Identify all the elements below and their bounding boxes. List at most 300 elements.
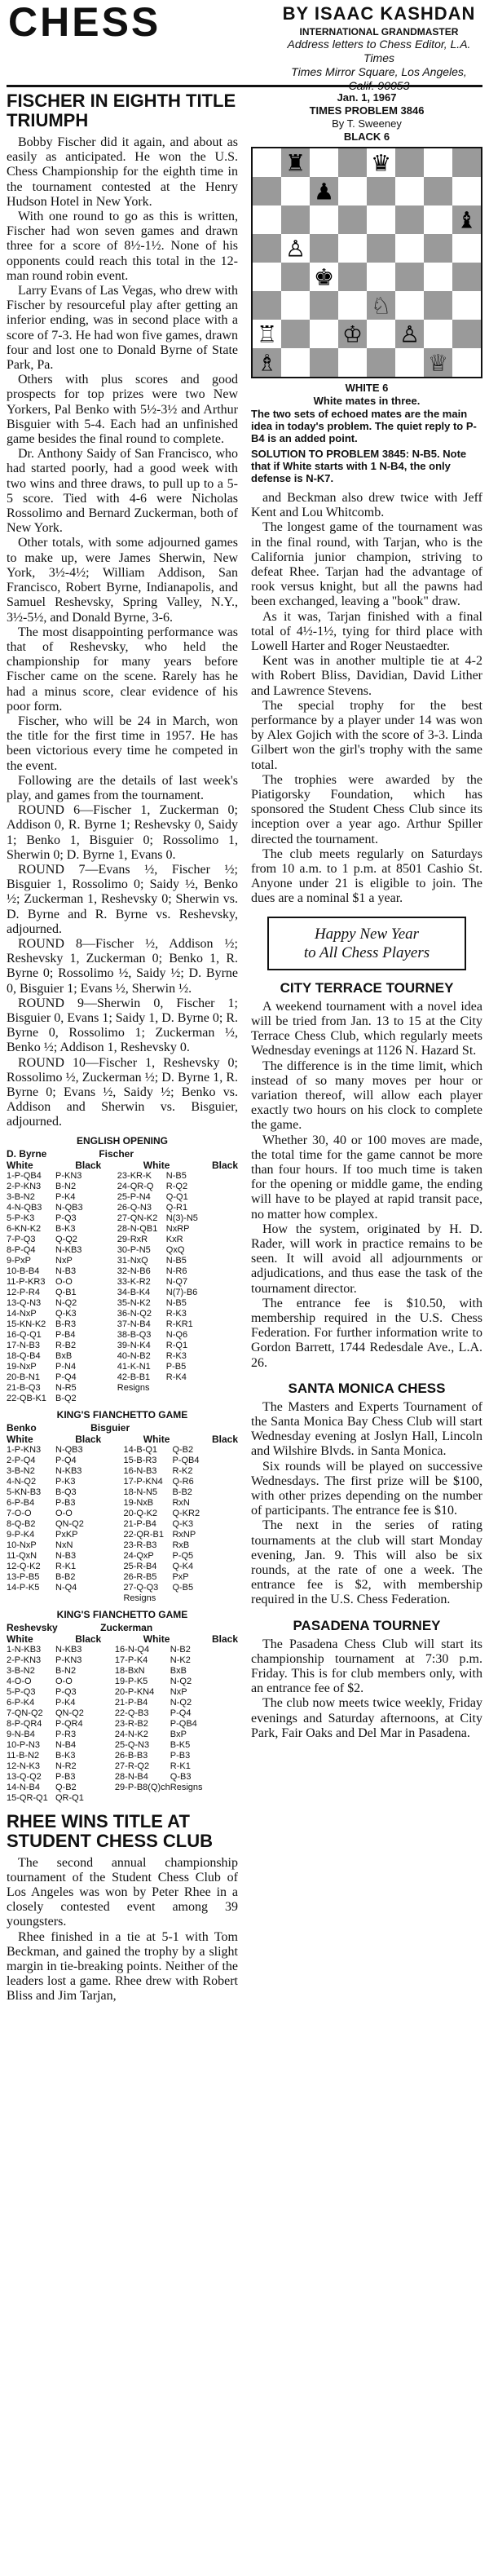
move: 29-RxR	[117, 1234, 148, 1244]
move	[170, 1793, 238, 1804]
move: 20-B-N1	[7, 1372, 40, 1382]
board-square	[281, 348, 310, 377]
move: 12-P-R4	[7, 1287, 40, 1297]
move: P-KN3	[55, 1655, 82, 1665]
move: N-B2	[170, 1644, 191, 1655]
move: 1-P-KN3	[7, 1444, 42, 1455]
article-body	[251, 1637, 482, 1741]
move: N-B3	[55, 1550, 77, 1561]
move: B-Q3	[55, 1487, 77, 1497]
address-line: Times Mirror Square, Los Angeles,	[291, 65, 467, 78]
move: N-K2	[170, 1655, 191, 1665]
paragraph: The special trophy for the best performance by a player under 14 was won by Alex Gojich with the score of 3-3. Linda Gilbert won the girl's trophy with the same total.	[251, 698, 482, 772]
move: 14-NxP	[7, 1308, 37, 1319]
chess-piece: ♖	[256, 320, 278, 348]
move: B-K3	[55, 1750, 76, 1761]
move: P-Q5	[172, 1550, 194, 1561]
white-label: White	[7, 1433, 33, 1445]
move: Q-R1	[165, 1202, 188, 1213]
board-square	[367, 205, 395, 234]
move: 22-QR-B1	[123, 1529, 164, 1540]
game-colors	[7, 1160, 238, 1171]
move-row	[7, 1394, 238, 1404]
board-square	[253, 177, 281, 205]
move: KxR	[165, 1234, 183, 1244]
move: 40-N-B2	[117, 1350, 151, 1361]
move: 21-B-Q3	[7, 1382, 41, 1393]
paragraph: A weekend tournament with a novel idea will be tried from Jan. 13 to 15 at the City Terrace Chess Club, which regularly meets Wednesday evenings at 1126 N. Hazard St.	[251, 999, 482, 1058]
black-label: Black	[75, 1433, 102, 1445]
move-row	[7, 1477, 238, 1487]
move: P-Q3	[55, 1686, 77, 1697]
move: 10-P-N3	[7, 1739, 40, 1750]
move: N-B3	[55, 1266, 77, 1276]
move: 12-Q-K2	[7, 1561, 41, 1571]
move: 24-N-K2	[114, 1729, 148, 1739]
move: 7-O-O	[7, 1508, 32, 1518]
headline: RHEE WINS TITLE AT STUDENT CHESS CLUB	[7, 1810, 214, 1851]
move: 42-B-B1	[117, 1372, 151, 1382]
move: 7-P-Q3	[7, 1234, 36, 1244]
paragraph: Six rounds will be played on successive Wednesdays. The first prize will be $100, with other prizes depending on the number of participants. The entrance fee is $10.	[251, 1459, 482, 1518]
paragraph: The club meets regularly on Saturdays from 10 a.m. to 1 p.m. at 8501 Cashio St. Anyone under 21 is eligible to join. The dues are a nominal $1 a year.	[251, 846, 482, 906]
board-square	[338, 291, 367, 320]
move: 11-P-KR3	[7, 1276, 46, 1287]
move: 24-QR-Q	[117, 1181, 154, 1191]
move	[172, 1593, 238, 1604]
move: 21-P-B4	[123, 1518, 156, 1529]
move: 5-KN-B3	[7, 1487, 42, 1497]
left-column	[7, 91, 238, 2004]
move: R-B2	[55, 1340, 77, 1350]
move: Q-Q1	[165, 1191, 188, 1202]
move: 13-Q-N3	[7, 1297, 42, 1308]
game-players	[7, 1422, 238, 1434]
paragraph: The entrance fee is $10.50, with membership required in the U.S. Chess Federation. For further information write to Gordon Barrett, 1744 Redesdale Ave., L.A. 26.	[251, 1296, 482, 1370]
move: 28-N-QB1	[117, 1223, 158, 1234]
chess-piece: ♔	[341, 320, 363, 348]
move: 26-B-B3	[114, 1750, 148, 1761]
move: 22-Q-B3	[114, 1708, 149, 1718]
move: 23-R-B2	[114, 1718, 148, 1729]
board-square	[281, 263, 310, 291]
paragraph: Rhee finished in a tie at 5-1 with Tom Beckman, and gained the trophy by a slight margin in tie-breaking points. Neither of the leaders lost a game. Rhee drew with Robert Bliss and Jim Tarjan,	[7, 1929, 238, 2004]
move: P-QB4	[172, 1455, 200, 1465]
problem-note: The two sets of echoed mates are the main idea in today's problem. The quiet reply to P-B4 is an added point.	[251, 408, 477, 444]
white-label: White	[143, 1159, 170, 1171]
move: Resigns	[123, 1593, 156, 1603]
board-square	[395, 177, 424, 205]
game-score	[7, 1171, 238, 1404]
move-row	[7, 1466, 238, 1477]
white-label: White	[7, 1159, 33, 1171]
board-square	[338, 263, 367, 291]
game-title: ENGLISH OPENING	[76, 1134, 168, 1147]
move-row	[7, 1309, 238, 1319]
board-square	[338, 234, 367, 263]
problem-date: Jan. 1, 1967	[337, 91, 397, 104]
move: 41-K-N1	[117, 1361, 151, 1372]
move-row	[7, 1362, 238, 1372]
paragraph: ROUND 7—Evans ½, Fischer ½; Bisguier 1, Rossolimo 0; Saidy ½, Benko ½; Zuckerman 1, Reshevsky 0; Sherwin vs. D. Byrne and R. Byrne vs. Reshevsky, adjourned.	[7, 862, 238, 936]
board-square	[367, 234, 395, 263]
move: Q-K3	[55, 1308, 77, 1319]
paragraph: Kent was in another multiple tie at 4-2 with Robert Bliss, Davidian, David Lither and Lawrence Stevens.	[251, 654, 482, 698]
move: 4-N-Q2	[7, 1476, 37, 1487]
move: 30-P-N5	[117, 1244, 151, 1255]
paragraph: ROUND 9—Sherwin 0, Fischer 1; Bisguier 0, Evans 1; Saidy 1, D. Byrne 0; R. Byrne 0, Rossolimo 1; Zuckerman ½, Benko ½; Addison 1, Reshevsky 0.	[7, 996, 238, 1055]
game-colors	[7, 1633, 238, 1645]
move-row	[7, 1562, 238, 1572]
paragraph: The most disappointing performance was that of Reshevsky, who held the championship for many years before Fischer came on the scene. Rarely has he had a minus score, clear evidence of his poor form.	[7, 625, 238, 714]
move: R-KR1	[165, 1319, 193, 1329]
move: P-R3	[55, 1729, 77, 1739]
black-label: Black	[75, 1633, 102, 1645]
move: 7-QN-Q2	[7, 1708, 43, 1718]
move-row	[7, 1256, 238, 1266]
move: BxP	[170, 1729, 187, 1739]
move-row	[7, 1593, 238, 1604]
move: QR-Q1	[55, 1792, 84, 1803]
move-row	[7, 1182, 238, 1192]
move: 2-P-Q4	[7, 1455, 36, 1465]
move: N-KB3	[55, 1465, 82, 1476]
move-row	[7, 1519, 238, 1530]
move-row	[7, 1583, 238, 1593]
black-player: Bisguier	[90, 1421, 130, 1434]
paragraph: The Pasadena Chess Club will start its championship tournament at 7:30 p.m. Friday. This is for club members only, with an entrance fee of $2.	[251, 1637, 482, 1696]
move: N-QB3	[55, 1444, 83, 1455]
move: O-O	[55, 1276, 73, 1287]
move: BxB	[55, 1350, 73, 1361]
move: 23-R-B3	[123, 1540, 157, 1550]
move: N-QB3	[55, 1202, 83, 1213]
move: PxKP	[55, 1529, 78, 1540]
move: BxB	[170, 1665, 187, 1676]
game-players	[7, 1148, 238, 1160]
game-players	[7, 1622, 238, 1633]
article-body	[7, 1856, 238, 2004]
move: N-KB3	[55, 1244, 82, 1255]
move-row	[7, 1698, 238, 1708]
move: 13-Q-Q2	[7, 1771, 42, 1782]
paragraph: The trophies were awarded by the Piatigorsky Foundation, which has sponsored the Student Chess Club since its inception over a year ago. Arthur Spiller directed the tournament.	[251, 772, 482, 846]
move: P-QB4	[170, 1718, 197, 1729]
move-row	[7, 1772, 238, 1783]
board-square	[424, 205, 452, 234]
move: 35-N-K2	[117, 1297, 151, 1308]
move: 25-R-B4	[123, 1561, 157, 1571]
headline: FISCHER IN EIGHTH TITLE TRIUMPH	[7, 91, 236, 130]
move: 6-KN-K2	[7, 1223, 42, 1234]
move: B-B2	[55, 1571, 76, 1582]
move-row	[7, 1277, 238, 1288]
move: QN-Q2	[55, 1708, 84, 1718]
move: Q-B2	[172, 1444, 194, 1455]
move: P-Q4	[55, 1455, 77, 1465]
move: QxQ	[165, 1244, 185, 1255]
move: RxNP	[172, 1529, 196, 1540]
move: 3-B-N2	[7, 1665, 35, 1676]
board-square	[424, 263, 452, 291]
move-row	[7, 1509, 238, 1519]
move: 29-P-B8(Q)ch	[114, 1782, 170, 1792]
move: 33-K-R2	[117, 1276, 151, 1287]
board-square	[424, 291, 452, 320]
move: RxN	[172, 1497, 190, 1508]
board-square	[310, 320, 338, 348]
board-square	[424, 177, 452, 205]
white-label: White	[143, 1433, 170, 1445]
move: 27-QN-K2	[117, 1213, 158, 1223]
headline: PASADENA TOURNEY	[293, 1617, 441, 1633]
board-square	[395, 348, 424, 377]
move: Q-B3	[170, 1771, 192, 1782]
move: 27-Q-Q3	[123, 1582, 159, 1593]
move: P-N4	[55, 1361, 77, 1372]
byline-block	[275, 3, 482, 93]
move: N(7)-B6	[165, 1287, 198, 1297]
move: 16-N-B3	[123, 1465, 157, 1476]
move: N-R2	[55, 1761, 77, 1771]
move-row	[7, 1383, 238, 1394]
move-row	[7, 1719, 238, 1730]
paragraph: With one round to go as this is written, Fischer had won seven games and drawn three for a score of 8½-1½. None of his opponents could reach this total in the 12-man round robin event.	[7, 210, 238, 283]
board-square	[253, 148, 281, 177]
move: R-Q2	[165, 1181, 188, 1191]
move: 22-QB-K1	[7, 1393, 46, 1403]
move: Q-B2	[55, 1782, 77, 1792]
move: 3-B-N2	[7, 1465, 35, 1476]
board-square	[395, 263, 424, 291]
board-square	[452, 320, 481, 348]
white-label: White	[143, 1633, 170, 1645]
move: B-N2	[55, 1665, 77, 1676]
move: P-Q3	[55, 1213, 77, 1223]
move: P-B3	[170, 1750, 191, 1761]
move: 1-N-KB3	[7, 1644, 42, 1655]
board-square	[310, 348, 338, 377]
chess-piece: ♙	[284, 235, 306, 263]
board-square	[452, 348, 481, 377]
move: R-K1	[170, 1761, 191, 1771]
problem-author: By T. Sweeney	[332, 117, 402, 130]
move-row	[7, 1793, 238, 1804]
move: B-K3	[55, 1223, 76, 1234]
move-row	[7, 1666, 238, 1677]
chess-piece: ♛	[370, 149, 392, 177]
game-title: KING'S FIANCHETTO GAME	[56, 1608, 188, 1620]
move: P-Q4	[170, 1708, 192, 1718]
move: 4-O-O	[7, 1676, 32, 1686]
problem-header	[251, 91, 482, 144]
move	[55, 1593, 123, 1604]
board-square	[281, 320, 310, 348]
move: Resigns	[117, 1382, 150, 1393]
board-square	[395, 148, 424, 177]
move-row	[7, 1687, 238, 1698]
move: R-K3	[165, 1308, 187, 1319]
board-square	[281, 177, 310, 205]
move: 18-N-N5	[123, 1487, 158, 1497]
move: 21-P-B4	[114, 1697, 148, 1708]
move: B-B2	[172, 1487, 192, 1497]
move-row	[7, 1341, 238, 1351]
masthead-rule	[7, 85, 482, 87]
article-body	[7, 135, 238, 1130]
white-player: Benko	[7, 1421, 37, 1434]
greeting-line: to All Chess Players	[303, 943, 430, 961]
move: R-Q1	[165, 1340, 188, 1350]
move: 1-P-QB4	[7, 1170, 42, 1181]
move: P-Q4	[55, 1372, 77, 1382]
board-square	[367, 263, 395, 291]
move: R-K1	[55, 1561, 77, 1571]
move: 26-Q-N3	[117, 1202, 152, 1213]
move: 18-Q-B4	[7, 1350, 41, 1361]
move: R-K4	[165, 1372, 187, 1382]
paragraph: How the system, originated by H. D. Rader, will work in practice remains to be seen. It will avoid all adjournments or adjudications, and thus ease the task of the tournament director.	[251, 1222, 482, 1296]
move: 9-PxP	[7, 1255, 31, 1266]
move: Q-R6	[172, 1476, 194, 1487]
move: 28-N-B4	[114, 1771, 148, 1782]
paragraph: As it was, Tarjan finished with a final total of 4½-1½, tying for third place with Lowell Harter and Roger Neustaedter.	[251, 609, 482, 654]
move	[117, 1394, 166, 1404]
board-square	[452, 263, 481, 291]
move-row	[7, 1203, 238, 1213]
move: 13-P-B5	[7, 1571, 40, 1582]
paragraph: Other totals, with some adjourned games to make up, were James Sherwin, New York, 3½-4½; William Addison, San Francisco, Robert Byrne, Indianapolis, and Samuel Reshevsky, Spring Valley, N.Y., 3½-5½, and Donald Byrne, 3-6.	[7, 536, 238, 625]
move: O-O	[55, 1676, 73, 1686]
paragraph: The longest game of the tournament was in the final round, with Tarjan, who is the California junior champion, striving to defeat Rhee. Tarjan had the advantage of rook versus knight, but all the pawns had been exchanged, leaving a "book" draw.	[251, 520, 482, 609]
board-square	[338, 148, 367, 177]
black-player: Zuckerman	[100, 1621, 153, 1633]
article-body	[251, 1400, 482, 1608]
board-square	[281, 291, 310, 320]
game-colors	[7, 1434, 238, 1445]
move-row	[7, 1740, 238, 1751]
paragraph: The difference is in the time limit, which instead of so many moves per hour or variation thereof, will allow each player exactly two hours on his clock to complete the game.	[251, 1058, 482, 1133]
paragraph: The next in the series of rating tournaments at the club will start Monday evening, Jan. 9. This will also be six rounds, at the rate of one a week. The entrance fee is $2, with membership required in the U.S. Chess Federation.	[251, 1518, 482, 1607]
chess-piece: ♙	[399, 320, 421, 348]
move: N-Q2	[55, 1297, 77, 1308]
move: 6-P-B4	[7, 1497, 35, 1508]
problem-number: TIMES PROBLEM 3846	[309, 104, 425, 117]
board-square	[367, 348, 395, 377]
board-square	[338, 177, 367, 205]
move: N-Q7	[165, 1276, 188, 1287]
move: 15-B-R3	[123, 1455, 157, 1465]
byline: BY ISAAC KASHDAN	[282, 3, 476, 24]
move: 14-P-K5	[7, 1582, 40, 1593]
move: P-K4	[55, 1191, 76, 1202]
board-square	[310, 234, 338, 263]
move: P-B4	[55, 1329, 76, 1340]
move: N-Q6	[165, 1329, 188, 1340]
move: N-R5	[55, 1382, 77, 1393]
move: 31-NxQ	[117, 1255, 148, 1266]
move: Q-Q2	[55, 1234, 77, 1244]
board-square	[424, 148, 452, 177]
move: Q-KR2	[172, 1508, 200, 1518]
move-row	[7, 1351, 238, 1362]
paragraph: ROUND 6—Fischer 1, Zuckerman 0; Addison 0, R. Byrne 1; Reshevsky 0, Saidy 1; Benko 1, Bisguier 0; Rossolimo 1, Sherwin 0; D. Byrne 1, Evans 0.	[7, 803, 238, 862]
white-player: Reshevsky	[7, 1621, 58, 1633]
move: N-Q4	[55, 1582, 77, 1593]
move: R-K2	[172, 1465, 193, 1476]
paragraph: and Beckman also drew twice with Jeff Kent and Lou Whitcomb.	[251, 491, 482, 520]
move-row	[7, 1288, 238, 1298]
move-row	[7, 1298, 238, 1309]
move: Q-K3	[172, 1518, 194, 1529]
move-row	[7, 1456, 238, 1466]
board-square	[253, 234, 281, 263]
move: N-B5	[165, 1255, 187, 1266]
move: 4-N-QB3	[7, 1202, 42, 1213]
move-row	[7, 1761, 238, 1772]
move: N-B5	[165, 1170, 187, 1181]
move: 23-KR-K	[117, 1170, 152, 1181]
move: N-B4	[55, 1739, 77, 1750]
move-row	[7, 1730, 238, 1740]
move	[166, 1383, 238, 1394]
move: 17-P-K4	[114, 1655, 148, 1665]
paragraph: The Masters and Experts Tournament of the Santa Monica Bay Chess Club will start Wednesday evening at Joslyn Hall, Lincoln and Wilshire Blvds. in Santa Monica.	[251, 1399, 482, 1459]
paragraph: The club now meets twice weekly, Friday evenings and Saturday afternoons, at City Park, Fair Oaks and Del Mar in Pasadena.	[251, 1696, 482, 1740]
move: 17-P-KN4	[123, 1476, 163, 1487]
move: P-B3	[55, 1771, 76, 1782]
paragraph: ROUND 8—Fischer ½, Addison ½; Reshevsky 1, Zuckerman 0; Benko 1, R. Byrne 0; Rossolimo ½, Saidy ½; D. Byrne 0, Bisguier 1; Evans ½, Sherwin ½.	[7, 936, 238, 996]
move: 34-B-K4	[117, 1287, 151, 1297]
board-square	[424, 320, 452, 348]
move: 14-N-B4	[7, 1782, 40, 1792]
board-square	[253, 263, 281, 291]
move: N-B5	[165, 1297, 187, 1308]
move: Q-B5	[172, 1582, 194, 1593]
move: B-K5	[170, 1739, 191, 1750]
board-square	[424, 234, 452, 263]
move: 17-N-B3	[7, 1340, 40, 1350]
move: R-K3	[165, 1350, 187, 1361]
chess-diagram	[251, 147, 482, 378]
move: 20-P-KN4	[114, 1686, 155, 1697]
move-row	[7, 1530, 238, 1540]
move: QN-Q2	[55, 1518, 84, 1529]
board-square	[395, 234, 424, 263]
right-column	[251, 91, 482, 1741]
move-row	[7, 1487, 238, 1498]
chess-piece: ♟	[313, 178, 335, 205]
paragraph: The second annual championship tournament of the Student Chess Club of Los Angeles was won by Peter Rhee in a closely contested event among 39 youngsters.	[7, 1855, 238, 1929]
move: Q-B1	[55, 1287, 77, 1297]
board-square	[281, 205, 310, 234]
move: O-O	[55, 1508, 73, 1518]
move: 9-P-K4	[7, 1529, 35, 1540]
move: 10-B-B4	[7, 1266, 40, 1276]
paragraph: Larry Evans of Las Vegas, who drew with Fischer by resourceful play after getting an inferior ending, was in second place with a score of 7-3. He had won five games, drawn four and lost one to Donald Byrne of State Park, Pa.	[7, 284, 238, 373]
move-row	[7, 1551, 238, 1562]
move: 19-NxB	[123, 1497, 154, 1508]
move: NxN	[55, 1540, 73, 1550]
move: 10-NxP	[7, 1540, 37, 1550]
move: 19-P-K5	[114, 1676, 148, 1686]
board-square	[338, 205, 367, 234]
move-row	[7, 1171, 238, 1182]
move: 16-Q-Q1	[7, 1329, 42, 1340]
move: 5-P-Q3	[7, 1686, 36, 1697]
move: 8-P-QR4	[7, 1718, 42, 1729]
move	[115, 1793, 170, 1804]
